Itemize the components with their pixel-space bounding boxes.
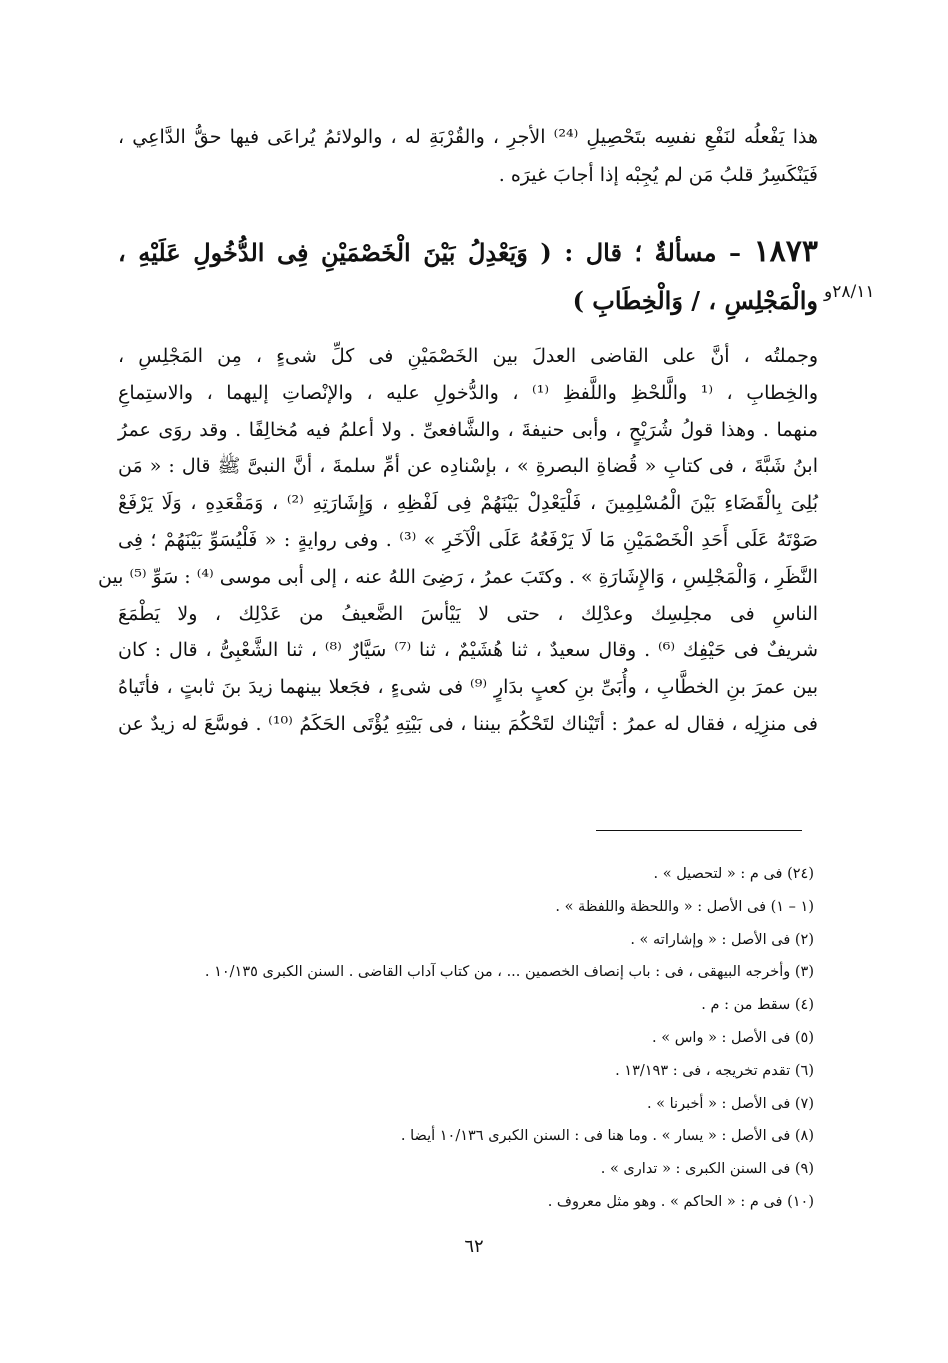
body-line: الناسِ فى مجلِسِك وعدْلِك ، حتى لا يَيْأسَ الضَّعيفُ من عَدْلِك ، ولا يَطْمَعَ bbox=[118, 602, 818, 625]
masala-heading bbox=[118, 228, 818, 325]
body-line: والخِطابِ ، ⁽¹ والَّلحْظِ واللَّفظِ ⁽¹⁾ ، والدُّخولِ عليه ، والإنْصاتِ إليهما ، والاستِماعِ bbox=[118, 381, 818, 404]
footnote: (٦) تقدم تخريجه ، فى : ١٣/١٩٣ . bbox=[615, 1062, 814, 1079]
footnote-divider bbox=[596, 830, 802, 831]
footnote: (٢٤) فى م : « لتحصيل » . bbox=[653, 866, 814, 882]
body-line: بُلِىَ بِالْقَضَاءِ بَيْنَ الْمُسْلِمِينَ ، فَلْيَعْدِلْ بَيْنَهُمْ فِى لَفْظِهِ ، وَإِشَارَتِهِ ⁽²⁾ ، وَمَقْعَدِهِ ، وَلَا يَرْفَعْ bbox=[118, 492, 818, 515]
footnote: (٢) فى الأصل : « وإشاراته » . bbox=[630, 931, 814, 948]
intro-paragraph bbox=[118, 118, 818, 194]
masala-number: ١٨٧٣ bbox=[753, 234, 819, 269]
footnote: (١٠) فى م : « الحاكم » . وهو مثل معروف . bbox=[547, 1193, 814, 1210]
heading-text: – مسألةٌ ؛ قال : ( وَيَعْدِلُ بَيْنَ الْخَصْمَيْنِ فِى الدُّخُولِ عَلَيْهِ ، bbox=[118, 238, 741, 267]
footnote: (٣) وأخرجه البيهقى ، فى : باب إنصاف الخصمين ... ، من كتاب آداب القاضى . السنن الكبرى ١٠/١٣٥ . bbox=[204, 964, 814, 981]
body-line: فى منزِلِه ، فقال له عمرُ : أتَيْناك لتَحْكُمَ بيننا ، فى بَيْتِهِ يُؤْتَى الحَكَمُ ⁽¹⁰⁾ . فوسَّعَ له زيدٌ عن bbox=[118, 712, 818, 735]
footnote: (١ – ١) فى الأصل : « واللحظة واللفظة » . bbox=[555, 898, 814, 915]
commentary-paragraph bbox=[97, 338, 819, 743]
footnotes bbox=[118, 858, 814, 1219]
body-line: ابنُ شَبَّةَ ، فى كتابِ « قُضاةِ البصرةِ » ، بإسْنادِه عن أمِّ سلمةَ ، أنَّ النبىَّ ﷺ قال : « مَن bbox=[118, 455, 818, 478]
body-line: شريفٌ فى حَيْفِك ⁽⁶⁾ . وقال سعيدٌ ، ثنا هُشَيْمٌ ، ثنا ⁽⁷⁾ سَيَّارٌ ⁽⁸⁾ ، ثنا الشَّعْبِىُّ ، قال : كان bbox=[118, 639, 819, 662]
heading-line-1 bbox=[118, 228, 818, 277]
body-line: بين عمرَ بنِ الخطَّابِ ، وأُبَىِّ بنِ كعبٍ بدَارٍ ⁽⁹⁾ فى شىءٍ ، فجَعلا بينهما زيدَ بنَ ثابتٍ ، فأتَياهُ bbox=[118, 676, 818, 699]
page-number: ٦٢ bbox=[464, 1236, 484, 1257]
body-line: النَّظَرِ ، وَالْمَجْلِسِ ، وَالإِشَارَةِ » . وكتَبَ عمرُ ، رَضِىَ اللهُ عنه ، إلى أبى موسى ⁽⁴⁾ : سَوِّ ⁽⁵⁾ بين bbox=[97, 565, 818, 588]
manuscript-folio-note: ٢٨/١١و bbox=[824, 282, 875, 302]
intro-line: فَيَنْكَسِرُ قلبُ مَن لم يُجِبْه إذا أجابَ غيرَه . bbox=[498, 164, 818, 186]
footnote: (٥) فى الأصل : « واس » . bbox=[652, 1029, 814, 1046]
footnote: (٤) سقط من : م . bbox=[701, 997, 814, 1014]
body-line: صَوْتَهُ عَلَى أَحَدِ الْخَصْمَيْنِ مَا لَا يَرْفَعُهُ عَلَى الْآخَرِ » ⁽³⁾ . وفى روايةٍ : « فَلْيُسَوِّ بَيْنَهُمْ ؛ فِى bbox=[118, 528, 818, 551]
footnote: (٧) فى الأصل : « أخبرنا » . bbox=[646, 1095, 814, 1112]
body-line: منهما . وهذا قولُ شُرَيْحٍ ، وأبى حنيفةَ ، والشَّافعىِّ . ولا أعلمُ فيه مُخالِفًا . وقد روَى عمرُ bbox=[118, 418, 818, 441]
heading-line-2: والْمَجْلِسِ ، / وَالْخِطَابِ ) bbox=[572, 286, 818, 315]
body-line: وجملتُه ، أنَّ على القاضى العدلَ بين الخَصْمَيْنِ فى كلِّ شىءٍ ، مِن المَجْلِسِ ، bbox=[118, 345, 818, 367]
footnote: (٨) فى الأصل : « يسار » . وما هنا فى : السنن الكبرى ١٠/١٣٦ أيضا . bbox=[400, 1128, 814, 1145]
intro-line: هذا يَفْعلُه لنَفْعِ نفسِه بتَحْصِيلِ ⁽²⁴⁾ الأجرِ ، والقُرْبَةِ له ، والولائمُ يُراعَى فيها حقُّ الدَّاعِي ، bbox=[118, 126, 818, 148]
footnote: (٩) فى السنن الكبرى : « تدارى » . bbox=[600, 1161, 814, 1178]
